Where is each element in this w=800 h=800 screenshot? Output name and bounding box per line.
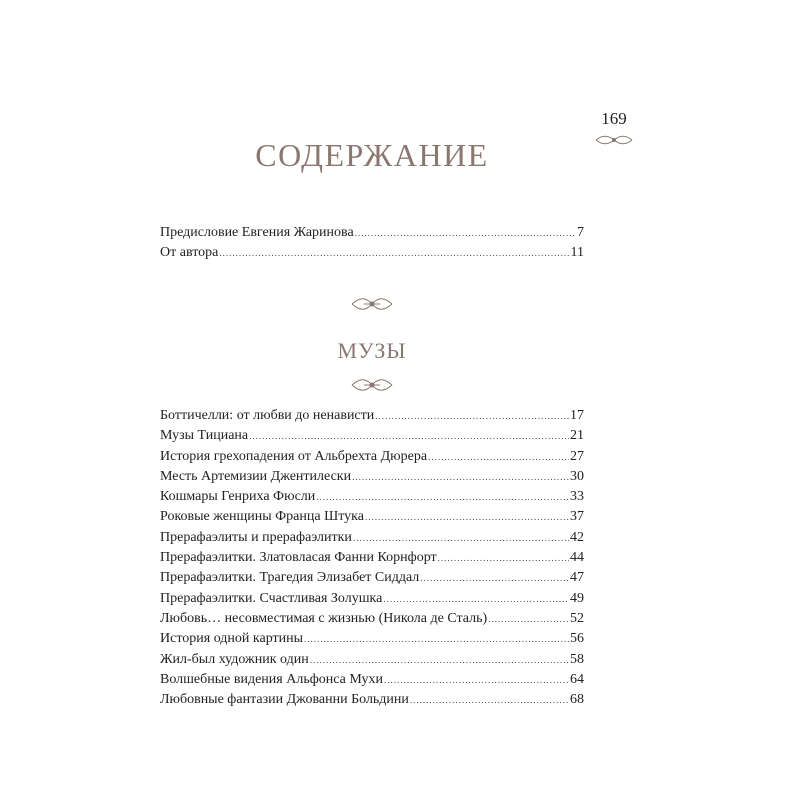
toc-entry-page: 47 bbox=[570, 570, 584, 586]
toc-entry bbox=[160, 223, 584, 243]
toc-entry-page: 64 bbox=[570, 671, 584, 687]
toc-entry bbox=[160, 650, 584, 670]
toc-entry-title: Прерафаэлитки. Златовласая Фанни Корнфорт bbox=[160, 550, 437, 566]
toc-entry-title: История грехопадения от Альбрехта Дюрера bbox=[160, 448, 428, 464]
toc-leader-dots bbox=[375, 406, 569, 426]
toc-entry-title: Прерафаэлитки. Трагедия Элизабет Сиддал bbox=[160, 570, 420, 586]
toc-entry-page: 52 bbox=[570, 610, 584, 626]
toc-entry-page: 7 bbox=[577, 225, 584, 240]
toc-entry-title: От автора bbox=[160, 245, 219, 261]
toc-entry bbox=[160, 670, 584, 690]
toc-entry-page: 58 bbox=[570, 651, 584, 667]
toc-entry-page: 27 bbox=[570, 448, 584, 464]
toc-entry-page: 17 bbox=[570, 408, 584, 423]
toc-leader-dots bbox=[352, 467, 569, 487]
toc-entry bbox=[160, 548, 584, 568]
toc-entry bbox=[160, 507, 584, 527]
toc-entry bbox=[160, 690, 584, 710]
flourish-ornament-icon bbox=[350, 376, 394, 394]
toc-entry-title: Музы Тициана bbox=[160, 428, 249, 444]
toc-leader-dots bbox=[428, 447, 569, 467]
flourish-ornament-icon bbox=[350, 295, 394, 313]
page-title: СОДЕРЖАНИЕ bbox=[255, 137, 489, 174]
toc-entry-title: Любовные фантазии Джованни Больдини bbox=[160, 692, 409, 708]
toc-entry-title: Месть Артемизии Джентилески bbox=[160, 468, 352, 484]
toc-entry-page: 42 bbox=[570, 529, 584, 545]
toc-entry bbox=[160, 528, 584, 548]
toc-leader-dots bbox=[438, 548, 569, 568]
section-entry-list bbox=[160, 406, 584, 710]
toc-entry-page: 11 bbox=[570, 245, 584, 261]
toc-entry-title: Прерафаэлиты и прерафаэлитки bbox=[160, 529, 352, 545]
toc-leader-dots bbox=[304, 629, 569, 649]
section-title: МУЗЫ bbox=[337, 338, 407, 363]
toc-entry-title: Любовь… несовместимая с жизнью (Никола де Сталь) bbox=[160, 610, 488, 626]
toc-leader-dots bbox=[353, 528, 569, 548]
toc-entry bbox=[160, 487, 584, 507]
toc-leader-dots bbox=[420, 568, 569, 588]
toc-entry bbox=[160, 589, 584, 609]
toc-leader-dots bbox=[249, 426, 569, 446]
toc-entry bbox=[160, 629, 584, 649]
toc-entry-page: 37 bbox=[570, 509, 584, 525]
toc-leader-dots bbox=[410, 690, 569, 710]
toc-entry bbox=[160, 406, 584, 426]
toc-entry-title: Роковые женщины Франца Штука bbox=[160, 509, 364, 525]
toc-entry bbox=[160, 243, 584, 263]
toc-entry-page: 30 bbox=[570, 468, 584, 484]
toc-entry-title: Прерафаэлитки. Счастливая Золушка bbox=[160, 590, 383, 606]
page-number: 169 bbox=[601, 109, 627, 128]
toc-entry bbox=[160, 467, 584, 487]
toc-entry-page: 21 bbox=[570, 428, 584, 444]
toc-leader-dots bbox=[365, 507, 569, 527]
toc-entry-title: Жил-был художник один bbox=[160, 651, 309, 667]
toc-leader-dots bbox=[384, 670, 569, 690]
toc-entry-title: Волшебные видения Альфонса Мухи bbox=[160, 671, 383, 687]
toc-entry-title: Боттичелли: от любви до ненависти bbox=[160, 408, 375, 423]
toc-entry bbox=[160, 568, 584, 588]
toc-entry-page: 44 bbox=[570, 550, 584, 566]
toc-entry bbox=[160, 426, 584, 446]
toc-leader-dots bbox=[316, 487, 569, 507]
toc-entry bbox=[160, 609, 584, 629]
toc-entry-page: 33 bbox=[570, 489, 584, 505]
toc-leader-dots bbox=[383, 589, 569, 609]
toc-leader-dots bbox=[219, 243, 569, 263]
toc-entry bbox=[160, 447, 584, 467]
toc-leader-dots bbox=[488, 609, 569, 629]
toc-leader-dots bbox=[355, 223, 576, 243]
toc-entry-title: Предисловие Евгения Жаринова bbox=[160, 225, 354, 240]
toc-entry-page: 49 bbox=[570, 590, 584, 606]
toc-leader-dots bbox=[310, 650, 569, 670]
toc-entry-page: 56 bbox=[570, 631, 584, 647]
flourish-ornament-icon bbox=[594, 133, 634, 147]
front-matter-list bbox=[160, 223, 584, 264]
toc-entry-title: История одной картины bbox=[160, 631, 304, 647]
toc-entry-title: Кошмары Генриха Фюсли bbox=[160, 489, 316, 505]
toc-entry-page: 68 bbox=[570, 692, 584, 708]
